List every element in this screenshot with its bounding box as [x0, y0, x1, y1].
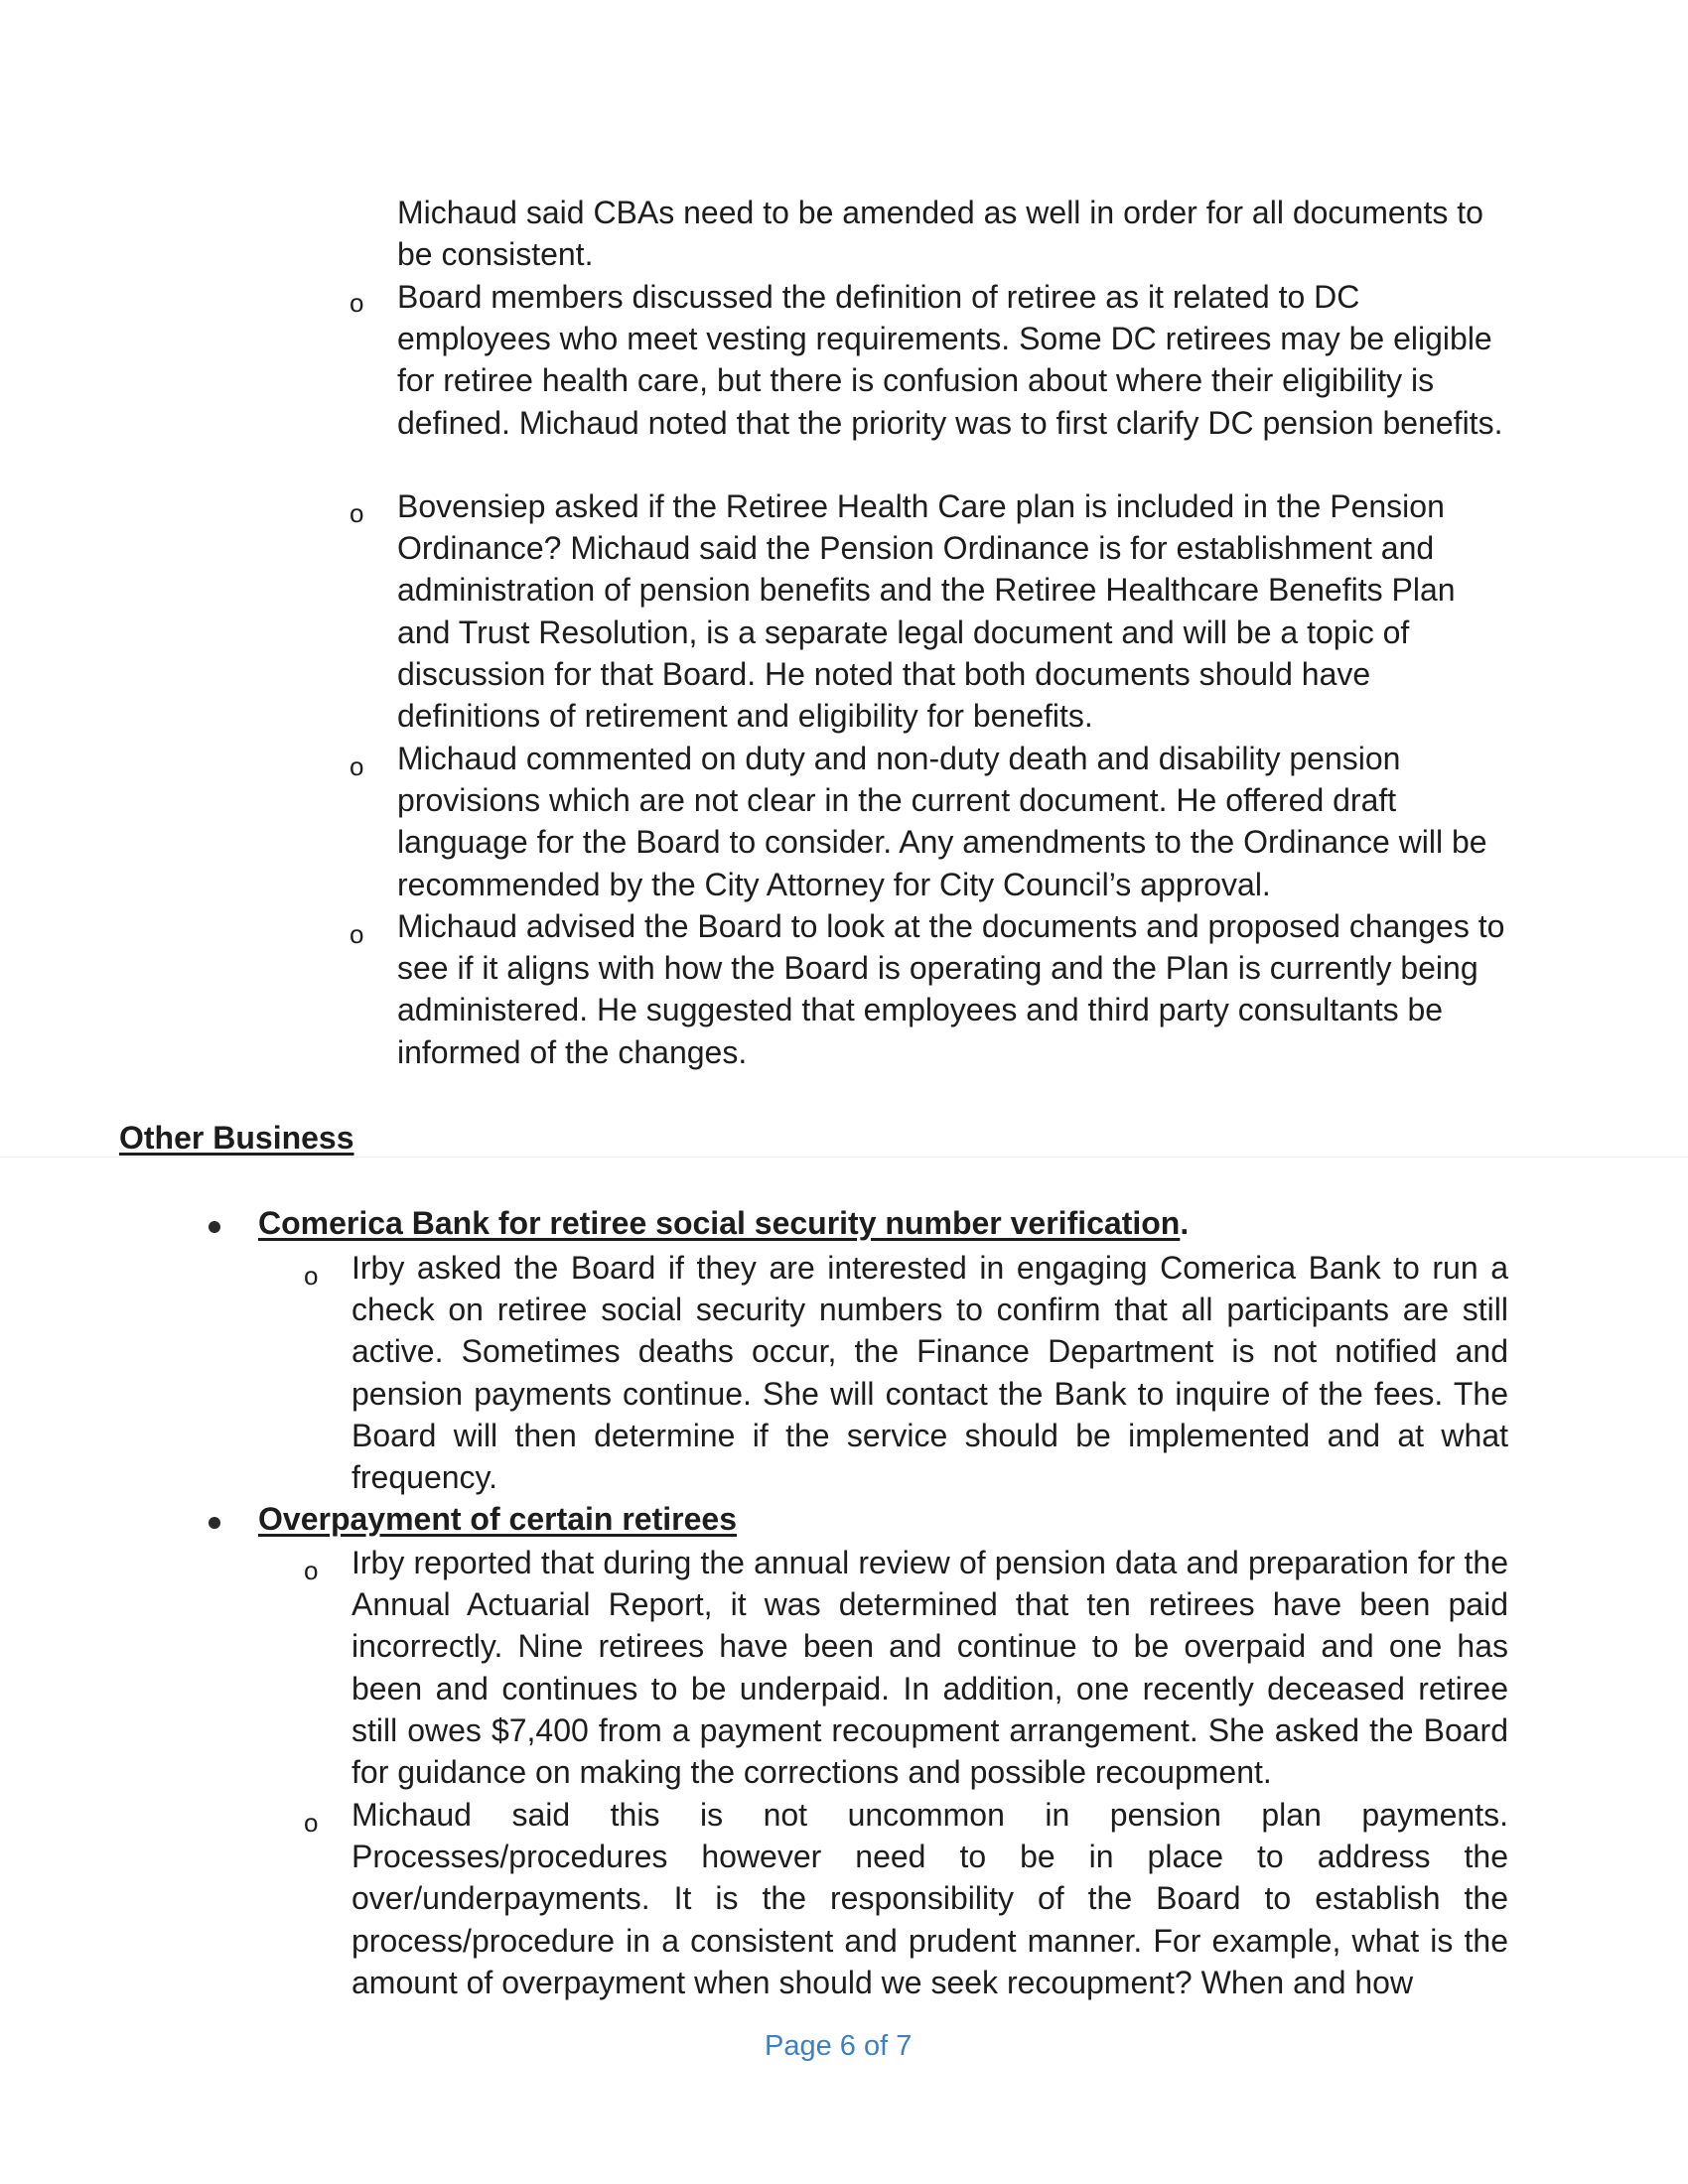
section-heading-other-business: Other Business: [119, 1120, 354, 1156]
bullet-dot-icon: [209, 1517, 220, 1529]
scan-page-seam: [0, 1157, 1688, 1158]
sub-bullet-icon: o: [350, 919, 364, 949]
topic-title-period: .: [1180, 1205, 1190, 1241]
sub-bullet-icon: o: [304, 1556, 319, 1585]
list-item: Michaud commented on duty and non-duty death and disability pension provisions which are not clear in the current document. He offered draft language for the Board to consider. Any amendments to the Ordinance will be recommended by the City Attorney for City Council’s approval.: [397, 741, 1487, 902]
topic-heading-comerica: [258, 1205, 1189, 1242]
sub-bullet-icon: o: [350, 498, 364, 528]
list-item: Bovensiep asked if the Retiree Health Care plan is included in the Pension Ordinance? Michaud said the Pension Ordinance is for establishment and administration of pension benefits and the Retiree Healthcare Benefits Plan and Trust Resolution, is a separate legal document and will be a topic of discussion for that Board. He noted that both documents should have definitions of retirement and eligibility for benefits.: [397, 488, 1456, 735]
list-item: Irby reported that during the annual review of pension data and preparation for the Annual Actuarial Report, it was determined that ten retirees have been paid incorrectly. Nine retirees have been and continue to be overpaid and one has been and continues to be underpaid. In addition, one recently deceased retiree still owes $7,400 from a payment recoupment arrangement. She asked the Board for guidance on making the corrections and possible recoupment.: [352, 1545, 1508, 1791]
topic-title: Comerica Bank for retiree social security number verification: [258, 1205, 1181, 1241]
sub-bullet-icon: o: [304, 1808, 319, 1838]
list-item: Irby asked the Board if they are interested in engaging Comerica Bank to run a check on retiree social security numbers to confirm that all participants are still active. Sometimes deaths occur, the Finance Department is not notified and pension payments continue. She will contact the Bank to inquire of the fees. The Board will then determine if the service should be implemented and at what frequency.: [352, 1250, 1508, 1496]
list-item: Michaud said this is not uncommon in pension plan payments. Processes/procedures however need to be in place to address the over/underpayments. It is the responsibility of the Board to establish the process/procedure in a consistent and prudent manner. For example, what is the amount of overpayment when should we seek recoupment? When and how: [352, 1797, 1508, 2000]
sub-bullet-icon: o: [350, 288, 364, 318]
continuation-paragraph: Michaud said CBAs need to be amended as well in order for all documents to be consistent.: [397, 195, 1483, 273]
bullet-dot-icon: [209, 1221, 220, 1233]
topic-heading-overpayment: Overpayment of certain retirees: [258, 1501, 737, 1537]
sub-bullet-icon: o: [350, 751, 364, 781]
list-item: Michaud advised the Board to look at the documents and proposed changes to see if it aligns with how the Board is operating and the Plan is currently being administered. He suggested that employees and third party consultants be informed of the changes.: [397, 908, 1505, 1070]
page-number: Page 6 of 7: [765, 2030, 913, 2062]
sub-bullet-icon: o: [304, 1261, 319, 1291]
list-item: Board members discussed the definition of retiree as it related to DC employees who meet vesting requirements. Some DC retirees may be eligible for retiree health care, but there is confusion about where their eligibility is defined. Michaud noted that the priority was to first clarify DC pension benefits.: [397, 279, 1503, 441]
